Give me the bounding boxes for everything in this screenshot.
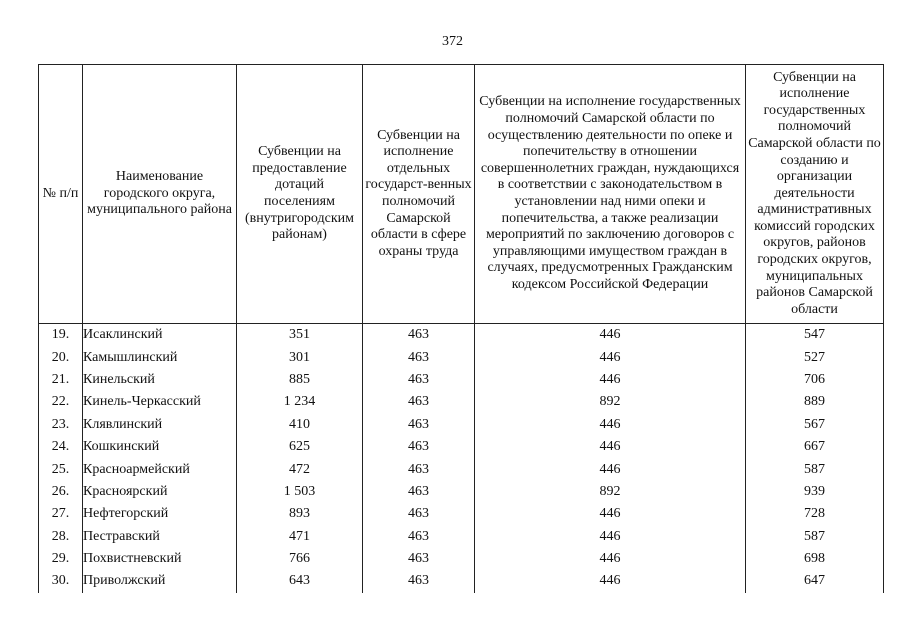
header-labor-protection: Субвенции на исполнение отдельных государст-венных полномочий Самарской области в сфере охраны труда [363,65,475,324]
subsidy-grants-value: 410 [237,414,363,436]
subsidy-grants-value: 625 [237,436,363,458]
admin-commissions-value: 698 [746,548,884,570]
labor-protection-value: 463 [363,324,475,347]
guardianship-value: 446 [475,436,746,458]
district-name: Приволжский [83,570,237,592]
labor-protection-value: 463 [363,503,475,525]
row-number: 19. [39,324,83,347]
guardianship-value: 446 [475,324,746,347]
table-row [39,526,884,548]
labor-protection-value: 463 [363,570,475,592]
district-name: Кинельский [83,369,237,391]
table-row [39,503,884,525]
admin-commissions-value: 587 [746,458,884,480]
row-number: 26. [39,481,83,503]
district-name: Исаклинский [83,324,237,347]
district-name: Красноярский [83,481,237,503]
admin-commissions-value: 567 [746,414,884,436]
labor-protection-value: 463 [363,481,475,503]
district-name: Кинель-Черкасский [83,391,237,413]
table-row [39,436,884,458]
admin-commissions-value: 889 [746,391,884,413]
subsidy-grants-value: 766 [237,548,363,570]
row-number: 30. [39,570,83,592]
table-row [39,346,884,368]
table-row [39,369,884,391]
subsidy-grants-value: 1 234 [237,391,363,413]
page-number: 372 [442,34,463,49]
table-row [39,570,884,592]
district-name: Красноармейский [83,458,237,480]
guardianship-value: 446 [475,503,746,525]
row-number: 20. [39,346,83,368]
header-row [39,65,884,324]
labor-protection-value: 463 [363,346,475,368]
row-number: 22. [39,391,83,413]
admin-commissions-value: 939 [746,481,884,503]
labor-protection-value: 463 [363,436,475,458]
header-admin-commissions: Субвенции на исполнение государственных полномочий Самарской области по созданию и организации деятельности административных комиссий городских округов, районов городских округов, муниципальных районов Самарской области [746,65,884,324]
guardianship-value: 892 [475,391,746,413]
subsidy-grants-value: 1 503 [237,481,363,503]
guardianship-value: 446 [475,346,746,368]
district-name: Нефтегорский [83,503,237,525]
header-number: № п/п [39,65,83,324]
subsidy-grants-value: 885 [237,369,363,391]
labor-protection-value: 463 [363,548,475,570]
subsidy-grants-value: 643 [237,570,363,592]
guardianship-value: 446 [475,548,746,570]
labor-protection-value: 463 [363,414,475,436]
row-number: 25. [39,458,83,480]
row-number: 21. [39,369,83,391]
row-number: 24. [39,436,83,458]
subsidy-grants-value: 893 [237,503,363,525]
labor-protection-value: 463 [363,458,475,480]
table-row [39,391,884,413]
subsidy-grants-value: 351 [237,324,363,347]
subvention-table [38,64,884,593]
table-row [39,548,884,570]
guardianship-value: 446 [475,526,746,548]
admin-commissions-value: 587 [746,526,884,548]
table-row [39,324,884,347]
admin-commissions-value: 706 [746,369,884,391]
header-subsidy-grants: Субвенции на предоставление дотаций поселениям (внутригородским районам) [237,65,363,324]
labor-protection-value: 463 [363,369,475,391]
admin-commissions-value: 527 [746,346,884,368]
guardianship-value: 892 [475,481,746,503]
admin-commissions-value: 667 [746,436,884,458]
subsidy-grants-value: 301 [237,346,363,368]
row-number: 28. [39,526,83,548]
subsidy-grants-value: 471 [237,526,363,548]
table-row [39,458,884,480]
district-name: Похвистневский [83,548,237,570]
header-name: Наименование городского округа, муниципального района [83,65,237,324]
table-row [39,414,884,436]
row-number: 23. [39,414,83,436]
row-number: 29. [39,548,83,570]
admin-commissions-value: 547 [746,324,884,347]
guardianship-value: 446 [475,570,746,592]
admin-commissions-value: 647 [746,570,884,592]
district-name: Клявлинский [83,414,237,436]
admin-commissions-value: 728 [746,503,884,525]
labor-protection-value: 463 [363,391,475,413]
subsidy-grants-value: 472 [237,458,363,480]
table-row [39,481,884,503]
district-name: Кошкинский [83,436,237,458]
labor-protection-value: 463 [363,526,475,548]
row-number: 27. [39,503,83,525]
district-name: Камышлинский [83,346,237,368]
district-name: Пестравский [83,526,237,548]
guardianship-value: 446 [475,369,746,391]
table-body [39,324,884,593]
guardianship-value: 446 [475,414,746,436]
header-guardianship: Субвенции на исполнение государственных полномочий Самарской области по осуществлению деятельности по опеке и попечительству в отношении совершеннолетних граждан, нуждающихся в соответствии с законодательством в установлении над ними опеки и попечительства, а также реализации мероприятий по заключению договоров с управляющими имуществом граждан в случаях, предусмотренных Гражданским кодексом Российской Федерации [475,65,746,324]
guardianship-value: 446 [475,458,746,480]
